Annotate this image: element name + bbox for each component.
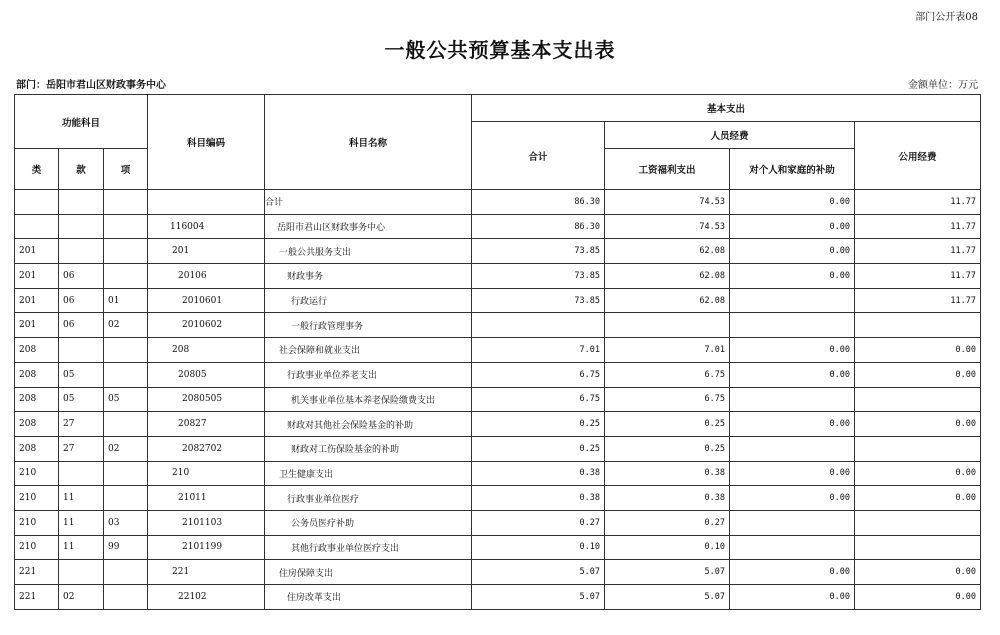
- budget-table: [14, 94, 981, 610]
- cell-xiang: [104, 239, 148, 264]
- header-lei: 类: [15, 149, 59, 190]
- table-row: [15, 436, 981, 461]
- cell-wages: 5.07: [605, 585, 730, 610]
- header-function-subject: 功能科目: [15, 95, 148, 149]
- cell-subsidy: [730, 535, 855, 560]
- cell-wages: 0.25: [605, 412, 730, 437]
- cell-total: 86.30: [472, 214, 605, 239]
- cell-wages: 62.08: [605, 288, 730, 313]
- cell-subject-name: 机关事业单位基本养老保险缴费支出: [265, 387, 472, 412]
- cell-xiang: 99: [104, 535, 148, 560]
- cell-subject-code: 2010601: [148, 288, 265, 313]
- cell-public-expense: 0.00: [855, 362, 981, 387]
- cell-public-expense: 0.00: [855, 560, 981, 585]
- cell-total: 0.10: [472, 535, 605, 560]
- cell-kuan: 11: [59, 535, 104, 560]
- unit-label: 金额单位：万元: [908, 80, 978, 91]
- cell-subject-code: 2101199: [148, 535, 265, 560]
- cell-subsidy: 0.00: [730, 461, 855, 486]
- cell-xiang: 03: [104, 510, 148, 535]
- header-xiang: 项: [104, 149, 148, 190]
- form-number-label: 部门公开表08: [915, 12, 978, 23]
- cell-kuan: 27: [59, 412, 104, 437]
- cell-wages: 74.53: [605, 190, 730, 215]
- cell-subsidy: [730, 510, 855, 535]
- cell-subject-name: 其他行政事业单位医疗支出: [265, 535, 472, 560]
- cell-kuan: 05: [59, 387, 104, 412]
- cell-total: 0.38: [472, 461, 605, 486]
- header-public-expense: 公用经费: [855, 122, 981, 190]
- header-total: 合计: [472, 122, 605, 190]
- cell-subject-name: 住房改革支出: [265, 585, 472, 610]
- cell-kuan: 27: [59, 436, 104, 461]
- cell-total: 86.30: [472, 190, 605, 215]
- cell-subject-name: 一般行政管理事务: [265, 313, 472, 338]
- cell-wages: 0.25: [605, 436, 730, 461]
- table-row: [15, 338, 981, 363]
- cell-public-expense: 0.00: [855, 461, 981, 486]
- header-subject-name: 科目名称: [265, 95, 472, 190]
- table-row: [15, 313, 981, 338]
- cell-subject-name: 财政对工伤保险基金的补助: [265, 436, 472, 461]
- cell-xiang: [104, 264, 148, 289]
- cell-subject-name: 财政对其他社会保险基金的补助: [265, 412, 472, 437]
- cell-subject-name: 卫生健康支出: [265, 461, 472, 486]
- cell-kuan: 06: [59, 288, 104, 313]
- table-row: [15, 214, 981, 239]
- cell-wages: 62.08: [605, 239, 730, 264]
- cell-xiang: 05: [104, 387, 148, 412]
- cell-subject-name: 社会保障和就业支出: [265, 338, 472, 363]
- cell-wages: [605, 313, 730, 338]
- cell-total: 73.85: [472, 264, 605, 289]
- cell-subsidy: 0.00: [730, 239, 855, 264]
- cell-xiang: [104, 338, 148, 363]
- cell-total: 6.75: [472, 362, 605, 387]
- cell-subject-code: 20827: [148, 412, 265, 437]
- cell-subject-code: 210: [148, 461, 265, 486]
- table-row: [15, 560, 981, 585]
- table-row: [15, 362, 981, 387]
- cell-wages: 0.27: [605, 510, 730, 535]
- cell-lei: 208: [15, 436, 59, 461]
- table-row: [15, 585, 981, 610]
- cell-subsidy: [730, 288, 855, 313]
- cell-subject-code: 2082702: [148, 436, 265, 461]
- cell-subject-code: 20106: [148, 264, 265, 289]
- cell-subject-name: 合计: [265, 190, 472, 215]
- cell-kuan: 06: [59, 264, 104, 289]
- cell-kuan: 11: [59, 486, 104, 511]
- cell-wages: 0.38: [605, 486, 730, 511]
- cell-kuan: [59, 190, 104, 215]
- cell-public-expense: 11.77: [855, 264, 981, 289]
- cell-total: 6.75: [472, 387, 605, 412]
- cell-subject-name: 财政事务: [265, 264, 472, 289]
- cell-lei: 208: [15, 338, 59, 363]
- table-row: [15, 412, 981, 437]
- cell-subject-code: 201: [148, 239, 265, 264]
- cell-kuan: [59, 461, 104, 486]
- cell-wages: 0.38: [605, 461, 730, 486]
- table-row: [15, 535, 981, 560]
- cell-public-expense: [855, 387, 981, 412]
- cell-public-expense: [855, 436, 981, 461]
- cell-total: 7.01: [472, 338, 605, 363]
- cell-subject-code: [148, 190, 265, 215]
- cell-public-expense: 0.00: [855, 486, 981, 511]
- cell-lei: 210: [15, 535, 59, 560]
- header-wages: 工资福利支出: [605, 149, 730, 190]
- cell-subsidy: 0.00: [730, 264, 855, 289]
- cell-subject-code: 22102: [148, 585, 265, 610]
- cell-lei: 221: [15, 560, 59, 585]
- table-row: [15, 461, 981, 486]
- cell-total: 0.25: [472, 436, 605, 461]
- cell-total: 0.38: [472, 486, 605, 511]
- cell-kuan: 05: [59, 362, 104, 387]
- cell-subsidy: 0.00: [730, 362, 855, 387]
- table-row: [15, 486, 981, 511]
- cell-wages: 0.10: [605, 535, 730, 560]
- cell-subject-name: 一般公共服务支出: [265, 239, 472, 264]
- cell-subject-code: 2101103: [148, 510, 265, 535]
- header-subject-code: 科目编码: [148, 95, 265, 190]
- cell-public-expense: 11.77: [855, 214, 981, 239]
- cell-subject-code: 20805: [148, 362, 265, 387]
- table-row: [15, 510, 981, 535]
- cell-subject-code: 2010602: [148, 313, 265, 338]
- cell-xiang: 02: [104, 313, 148, 338]
- cell-xiang: [104, 214, 148, 239]
- cell-xiang: [104, 190, 148, 215]
- cell-lei: 201: [15, 313, 59, 338]
- cell-xiang: 01: [104, 288, 148, 313]
- header-personnel: 人员经费: [605, 122, 855, 149]
- cell-wages: 7.01: [605, 338, 730, 363]
- cell-lei: 201: [15, 264, 59, 289]
- cell-lei: 208: [15, 387, 59, 412]
- cell-wages: 5.07: [605, 560, 730, 585]
- cell-lei: 210: [15, 510, 59, 535]
- cell-xiang: 02: [104, 436, 148, 461]
- cell-xiang: [104, 461, 148, 486]
- table-row: [15, 387, 981, 412]
- cell-subsidy: 0.00: [730, 412, 855, 437]
- cell-subject-name: 行政运行: [265, 288, 472, 313]
- table-row: [15, 190, 981, 215]
- cell-total: [472, 313, 605, 338]
- cell-total: 73.85: [472, 288, 605, 313]
- cell-kuan: [59, 214, 104, 239]
- cell-subsidy: 0.00: [730, 486, 855, 511]
- header-basic-expense: 基本支出: [472, 95, 981, 122]
- header-subsidy: 对个人和家庭的补助: [730, 149, 855, 190]
- table-row: [15, 288, 981, 313]
- cell-total: 73.85: [472, 239, 605, 264]
- cell-subject-name: 行政事业单位医疗: [265, 486, 472, 511]
- cell-subsidy: [730, 313, 855, 338]
- cell-lei: 208: [15, 412, 59, 437]
- cell-subject-code: 21011: [148, 486, 265, 511]
- cell-subject-name: 住房保障支出: [265, 560, 472, 585]
- cell-kuan: [59, 560, 104, 585]
- cell-lei: 210: [15, 461, 59, 486]
- cell-public-expense: 0.00: [855, 412, 981, 437]
- cell-xiang: [104, 362, 148, 387]
- cell-subject-name: 行政事业单位养老支出: [265, 362, 472, 387]
- cell-wages: 74.53: [605, 214, 730, 239]
- cell-public-expense: 0.00: [855, 585, 981, 610]
- cell-total: 0.25: [472, 412, 605, 437]
- cell-subsidy: 0.00: [730, 338, 855, 363]
- cell-public-expense: [855, 535, 981, 560]
- cell-lei: [15, 190, 59, 215]
- table-row: [15, 239, 981, 264]
- cell-subsidy: 0.00: [730, 190, 855, 215]
- cell-total: 5.07: [472, 560, 605, 585]
- header-kuan: 款: [59, 149, 104, 190]
- cell-subject-name: 岳阳市君山区财政事务中心: [265, 214, 472, 239]
- cell-kuan: [59, 239, 104, 264]
- cell-kuan: 11: [59, 510, 104, 535]
- cell-kuan: 02: [59, 585, 104, 610]
- department-label: 部门：岳阳市君山区财政事务中心: [16, 80, 166, 91]
- page-title: 一般公共预算基本支出表: [384, 38, 616, 62]
- cell-kuan: [59, 338, 104, 363]
- cell-subsidy: 0.00: [730, 585, 855, 610]
- cell-lei: 201: [15, 239, 59, 264]
- cell-lei: [15, 214, 59, 239]
- cell-public-expense: 11.77: [855, 239, 981, 264]
- cell-subsidy: [730, 387, 855, 412]
- cell-lei: 208: [15, 362, 59, 387]
- cell-lei: 210: [15, 486, 59, 511]
- cell-subject-name: 公务员医疗补助: [265, 510, 472, 535]
- cell-wages: 6.75: [605, 362, 730, 387]
- cell-wages: 6.75: [605, 387, 730, 412]
- cell-subsidy: [730, 436, 855, 461]
- cell-public-expense: 0.00: [855, 338, 981, 363]
- cell-kuan: 06: [59, 313, 104, 338]
- cell-lei: 221: [15, 585, 59, 610]
- cell-xiang: [104, 560, 148, 585]
- cell-xiang: [104, 412, 148, 437]
- cell-public-expense: 11.77: [855, 288, 981, 313]
- cell-wages: 62.08: [605, 264, 730, 289]
- cell-total: 0.27: [472, 510, 605, 535]
- cell-public-expense: 11.77: [855, 190, 981, 215]
- cell-subsidy: 0.00: [730, 214, 855, 239]
- cell-xiang: [104, 486, 148, 511]
- cell-subject-code: 208: [148, 338, 265, 363]
- table-row: [15, 264, 981, 289]
- cell-subject-code: 221: [148, 560, 265, 585]
- cell-public-expense: [855, 313, 981, 338]
- cell-subject-code: 116004: [148, 214, 265, 239]
- cell-public-expense: [855, 510, 981, 535]
- cell-subsidy: 0.00: [730, 560, 855, 585]
- cell-total: 5.07: [472, 585, 605, 610]
- cell-lei: 201: [15, 288, 59, 313]
- cell-xiang: [104, 585, 148, 610]
- cell-subject-code: 2080505: [148, 387, 265, 412]
